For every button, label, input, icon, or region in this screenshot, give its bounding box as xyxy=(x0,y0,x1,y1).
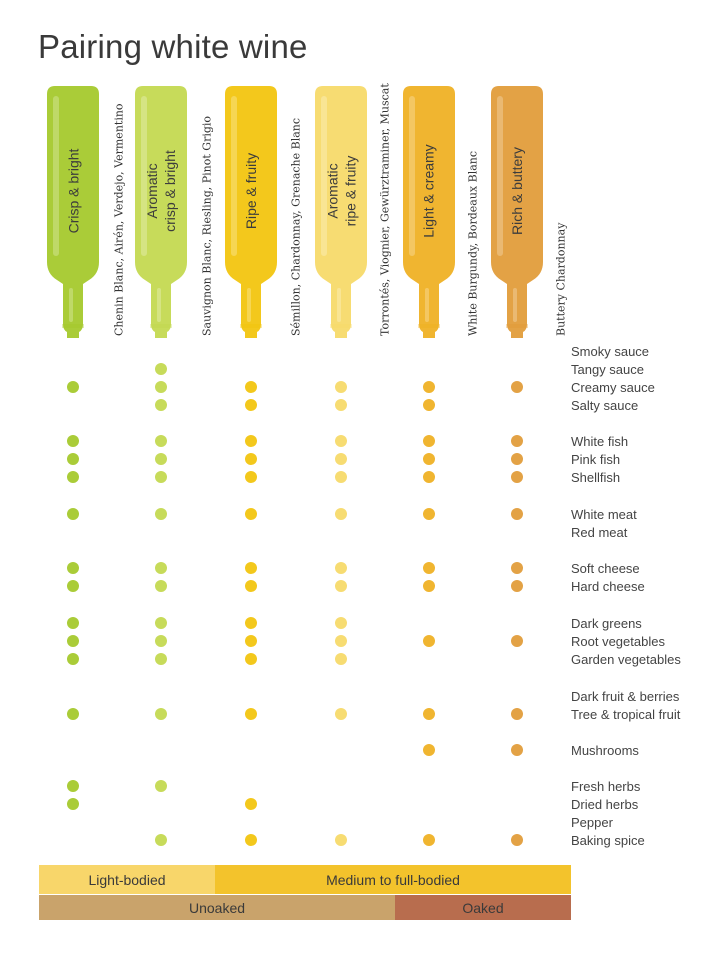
wine-style-name: Rich & buttery xyxy=(509,147,525,235)
grape-varieties xyxy=(552,96,570,336)
grape-varieties xyxy=(287,96,305,336)
pairing-dot xyxy=(155,635,167,647)
medium-full-bodied-label: Medium to full-bodied xyxy=(326,871,460,888)
light-bodied-bar xyxy=(39,865,215,894)
pairing-dot xyxy=(245,381,257,393)
bottle-label xyxy=(397,86,461,296)
pairing-dot xyxy=(245,635,257,647)
pairing-dot xyxy=(423,834,435,846)
bottle-5 xyxy=(485,86,549,338)
pairing-dot xyxy=(245,453,257,465)
pairing-dot xyxy=(67,381,79,393)
pairing-dot xyxy=(335,435,347,447)
pairing-dot xyxy=(511,580,523,592)
pairing-dot xyxy=(67,435,79,447)
pairing-dot xyxy=(67,580,79,592)
pairing-dot xyxy=(335,508,347,520)
wine-style-name: Ripe & fruity xyxy=(243,152,259,230)
food-label: Smoky sauce xyxy=(571,344,650,359)
bottle-2 xyxy=(219,86,283,338)
grape-varieties-text: White Burgundy, Bordeaux Blanc xyxy=(466,150,480,336)
wine-style-bottles xyxy=(0,0,720,360)
pairing-dot xyxy=(511,435,523,447)
food-label: Creamy sauce xyxy=(571,380,655,395)
bottle-label xyxy=(485,86,549,296)
pairing-dot xyxy=(335,834,347,846)
food-label: White meat xyxy=(571,507,637,522)
food-label: Dark greens xyxy=(571,616,642,631)
pairing-dot xyxy=(423,580,435,592)
food-label: Tangy sauce xyxy=(571,362,644,377)
pairing-dot xyxy=(511,834,523,846)
page-title: Pairing white wine xyxy=(38,28,308,65)
bottle-1 xyxy=(129,86,193,338)
unoaked-bar xyxy=(39,895,395,920)
pairing-dot xyxy=(423,635,435,647)
bottle-0 xyxy=(41,86,105,338)
pairing-dot xyxy=(245,617,257,629)
food-label: Dried herbs xyxy=(571,797,639,812)
pairing-dot xyxy=(511,744,523,756)
grape-varieties xyxy=(110,96,128,336)
pairing-dot xyxy=(335,580,347,592)
pairing-dot xyxy=(423,381,435,393)
food-label: Salty sauce xyxy=(571,398,639,413)
pairing-dot xyxy=(423,399,435,411)
pairing-dot xyxy=(335,708,347,720)
food-label: Hard cheese xyxy=(571,579,645,594)
grape-varieties xyxy=(464,96,482,336)
food-label: Root vegetables xyxy=(571,634,665,649)
pairing-dot xyxy=(245,562,257,574)
pairing-dot xyxy=(67,635,79,647)
food-label: Garden vegetables xyxy=(571,652,681,667)
food-label: Mushrooms xyxy=(571,743,639,758)
pairing-dot xyxy=(155,363,167,375)
pairing-dot xyxy=(155,780,167,792)
pairing-dot xyxy=(155,617,167,629)
oaked-label: Oaked xyxy=(462,899,504,916)
pairing-dot xyxy=(511,508,523,520)
pairing-dot xyxy=(67,798,79,810)
medium-full-bodied-bar xyxy=(215,865,571,894)
pairing-dot xyxy=(511,635,523,647)
wine-style-name: Light & creamy xyxy=(421,144,437,238)
pairing-dot xyxy=(511,708,523,720)
pairing-dot xyxy=(423,744,435,756)
food-label: Shellfish xyxy=(571,470,621,485)
pairing-dot xyxy=(155,508,167,520)
grape-varieties-text: Buttery Chardonnay xyxy=(554,222,568,336)
pairing-dot xyxy=(335,381,347,393)
pairing-dot xyxy=(511,381,523,393)
bottle-4 xyxy=(397,86,461,338)
food-label: Fresh herbs xyxy=(571,779,641,794)
pairing-dot xyxy=(245,834,257,846)
pairing-dot xyxy=(423,435,435,447)
pairing-dot xyxy=(155,453,167,465)
food-label: Pink fish xyxy=(571,452,621,467)
pairing-dot xyxy=(67,562,79,574)
grape-varieties-text: Sémillon, Chardonnay, Grenache Blanc xyxy=(289,117,303,336)
pairing-dot xyxy=(511,562,523,574)
pairing-dot xyxy=(155,381,167,393)
pairing-dot xyxy=(155,653,167,665)
unoaked-label: Unoaked xyxy=(188,899,246,916)
pairing-dot xyxy=(423,562,435,574)
bottle-label xyxy=(129,86,193,296)
pairing-dot xyxy=(67,617,79,629)
pairing-dot xyxy=(67,780,79,792)
pairing-dot xyxy=(155,708,167,720)
pairing-dot xyxy=(335,453,347,465)
pairing-dot xyxy=(245,653,257,665)
grape-varieties xyxy=(376,83,394,336)
oaked-bar xyxy=(395,895,571,920)
pairing-dot xyxy=(67,453,79,465)
pairing-dot xyxy=(423,508,435,520)
pairing-dot xyxy=(155,562,167,574)
pairing-dot xyxy=(335,562,347,574)
pairing-dot xyxy=(335,471,347,483)
wine-style-name: Crisp & bright xyxy=(65,148,81,234)
pairing-dot xyxy=(245,399,257,411)
pairing-dot xyxy=(511,471,523,483)
pairing-dot xyxy=(67,653,79,665)
pairing-dot xyxy=(245,580,257,592)
pairing-dot xyxy=(423,453,435,465)
pairing-dot xyxy=(155,471,167,483)
pairing-dot xyxy=(155,399,167,411)
food-label: Pepper xyxy=(571,815,613,830)
pairing-dot xyxy=(155,435,167,447)
grape-varieties xyxy=(198,96,216,336)
bottle-3 xyxy=(309,86,373,338)
pairing-dot xyxy=(245,435,257,447)
food-label: Baking spice xyxy=(571,833,645,848)
pairing-dot xyxy=(155,834,167,846)
pairing-dot xyxy=(155,580,167,592)
pairing-dot xyxy=(245,508,257,520)
wine-style-name: Aromatic crisp & bright xyxy=(144,150,179,232)
pairing-dot xyxy=(335,653,347,665)
pairing-dot xyxy=(245,471,257,483)
bottle-label xyxy=(41,86,105,296)
food-label: Red meat xyxy=(571,525,628,540)
wine-style-name: Aromatic ripe & fruity xyxy=(324,155,358,227)
pairing-dot xyxy=(335,617,347,629)
pairing-dot xyxy=(335,635,347,647)
food-label: Dark fruit & berries xyxy=(571,689,680,704)
pairing-dot xyxy=(511,453,523,465)
food-label: Tree & tropical fruit xyxy=(571,707,681,722)
grape-varieties-text: Sauvignon Blanc, Riesling, Pinot Grigio xyxy=(200,115,214,336)
pairing-dot xyxy=(335,399,347,411)
grape-varieties-text: Chenin Blanc, Airén, Verdejo, Vermentino xyxy=(112,103,126,336)
pairing-dot xyxy=(423,708,435,720)
grape-varieties-text: Torrontés, Viognier, Gewürztraminer, Muscat xyxy=(378,83,392,336)
bottle-label xyxy=(309,86,373,296)
pairing-dot xyxy=(245,798,257,810)
pairing-dot xyxy=(67,471,79,483)
pairing-dot xyxy=(67,508,79,520)
food-label: White fish xyxy=(571,434,629,449)
pairing-dot xyxy=(245,708,257,720)
food-label: Soft cheese xyxy=(571,561,640,576)
pairing-dot xyxy=(67,708,79,720)
light-bodied-label: Light-bodied xyxy=(88,871,166,888)
bottle-label xyxy=(219,86,283,296)
pairing-dot xyxy=(423,471,435,483)
